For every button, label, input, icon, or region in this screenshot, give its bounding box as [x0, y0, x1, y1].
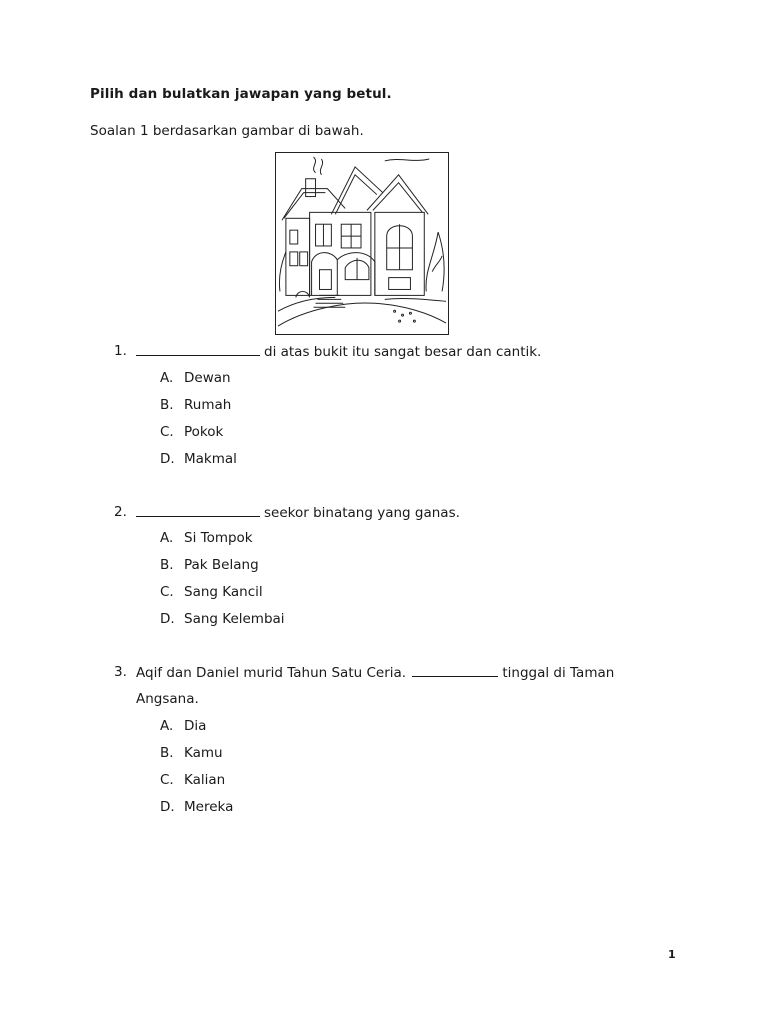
- option-text: Pokok: [184, 424, 224, 440]
- question-text: [136, 664, 614, 681]
- instruction-heading: Pilih dan bulatkan jawapan yang betul.: [90, 86, 392, 102]
- option-letter: D.: [160, 799, 175, 815]
- question-text-after-blank: seekor binatang yang ganas.: [264, 505, 460, 521]
- option-letter: C.: [160, 424, 174, 440]
- option-text: Kamu: [184, 745, 223, 761]
- house-illustration: [275, 152, 449, 335]
- question-text-continued: Angsana.: [136, 691, 199, 707]
- page-number: 1: [668, 948, 676, 961]
- option-text: Mereka: [184, 799, 234, 815]
- question-number: 2.: [114, 504, 127, 520]
- option-text: Sang Kancil: [184, 584, 263, 600]
- option-text: Si Tompok: [184, 530, 253, 546]
- option-letter: B.: [160, 745, 174, 761]
- option-text: Dewan: [184, 370, 231, 386]
- option-letter: A.: [160, 530, 174, 546]
- option-text: Dia: [184, 718, 207, 734]
- option-letter: C.: [160, 584, 174, 600]
- option-letter: D.: [160, 451, 175, 467]
- option-letter: A.: [160, 718, 174, 734]
- option-text: Kalian: [184, 772, 226, 788]
- option-letter: A.: [160, 370, 174, 386]
- answer-blank: [136, 343, 260, 356]
- option-letter: B.: [160, 557, 174, 573]
- option-letter: C.: [160, 772, 174, 788]
- house-icon: [276, 153, 448, 334]
- option-text: Makmal: [184, 451, 237, 467]
- option-text: Pak Belang: [184, 557, 259, 573]
- question-text-after-blank: di atas bukit itu sangat besar dan cantik.: [264, 344, 542, 360]
- question-number: 3.: [114, 664, 127, 680]
- question-text: [136, 504, 460, 521]
- answer-blank: [412, 664, 498, 677]
- answer-blank: [136, 504, 260, 517]
- question-text-after-blank: tinggal di Taman: [502, 665, 615, 681]
- question-number: 1.: [114, 343, 127, 359]
- option-text: Rumah: [184, 397, 232, 413]
- option-text: Sang Kelembai: [184, 611, 285, 627]
- option-letter: D.: [160, 611, 175, 627]
- intro-text: Soalan 1 berdasarkan gambar di bawah.: [90, 123, 364, 139]
- option-letter: B.: [160, 397, 174, 413]
- question-text: [136, 343, 541, 360]
- question-text-before-blank: Aqif dan Daniel murid Tahun Satu Ceria.: [136, 665, 407, 681]
